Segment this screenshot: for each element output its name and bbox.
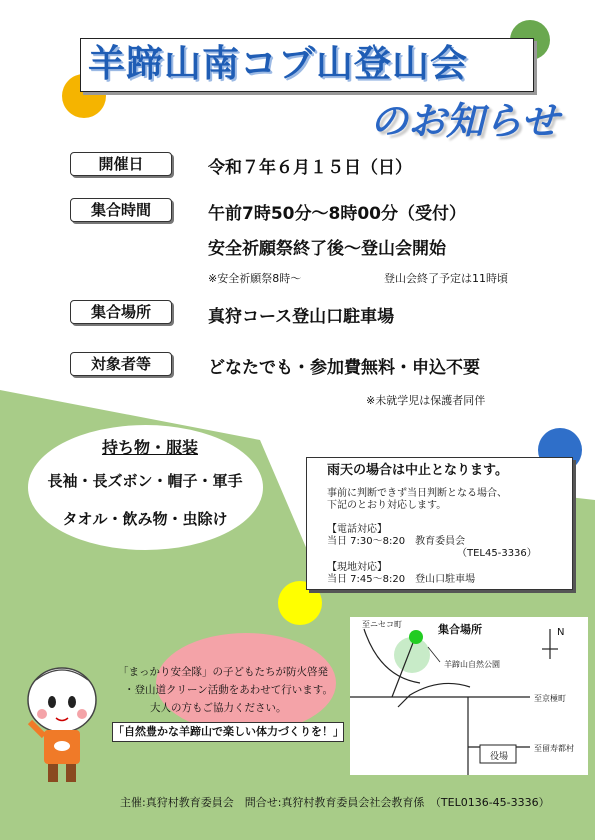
time-note-2: 登山会終了予定は11時頃 bbox=[384, 272, 508, 285]
page-title: 羊蹄山南コブ山登山会 bbox=[88, 42, 468, 85]
map-label-niseko: 至ニセコ町 bbox=[362, 620, 402, 629]
message-line-1: 「まっかり安全隊」の子どもたちが防火啓発 bbox=[118, 666, 328, 678]
items-heading: 持ち物・服装 bbox=[101, 438, 198, 457]
time-value: 午前7時50分～8時00分（受付） bbox=[208, 204, 466, 224]
message-line-3: 大人の方もご協力ください。 bbox=[150, 702, 287, 714]
map-park-label: 羊蹄山自然公園 bbox=[444, 660, 500, 669]
time-value-2: 安全祈願祭終了後～登山会開始 bbox=[208, 239, 446, 259]
target-value: どなたでも・参加費無料・申込不要 bbox=[208, 358, 480, 378]
rain-site-line: 当日 7:45～8:20 登山口駐車場 bbox=[327, 574, 476, 585]
footer: 主催:真狩村教育委員会 問合せ:真狩村教育委員会社会教育係 （TEL0136-45-3336） bbox=[120, 796, 550, 809]
message-line-2: ・登山道クリーン活動をあわせて行います。 bbox=[124, 684, 333, 696]
road-curve bbox=[398, 683, 470, 707]
map-label-rusutsu: 至留寿都村 bbox=[534, 744, 574, 753]
date-value: 令和７年６月１５日（日） bbox=[208, 158, 412, 178]
slogan: 「自然豊かな羊蹄山で楽しい体力づくりを！」 bbox=[112, 722, 344, 742]
items-line-1: 長袖・長ズボン・帽子・軍手 bbox=[47, 472, 243, 490]
rain-desc-1: 事前に判断できず当日判断となる場合、 bbox=[327, 488, 507, 499]
map-label-kyogoku: 至京極町 bbox=[534, 694, 566, 703]
map-north-label: N bbox=[557, 627, 565, 638]
rain-phone-heading: 【電話対応】 bbox=[327, 524, 387, 535]
mascot-icon bbox=[14, 660, 110, 790]
rain-info-box bbox=[306, 457, 573, 590]
place-value: 真狩コース登山口駐車場 bbox=[208, 307, 395, 327]
rain-phone-line: 当日 7:30～8:20 教育委員会 bbox=[327, 536, 466, 547]
time-label: 集合時間 bbox=[70, 198, 172, 222]
map-meeting-place: 集合場所 bbox=[438, 623, 482, 636]
meeting-point-marker bbox=[409, 630, 423, 644]
map-office-label: 役場 bbox=[490, 752, 509, 762]
date-label: 開催日 bbox=[70, 152, 172, 176]
place-label: 集合場所 bbox=[70, 300, 172, 324]
items-line-2: タオル・飲み物・虫除け bbox=[62, 510, 228, 528]
rain-heading: 雨天の場合は中止となります。 bbox=[327, 463, 508, 478]
time-note-1: ※安全祈願祭8時～ bbox=[208, 272, 302, 285]
page-subtitle: のお知らせ bbox=[370, 99, 559, 143]
access-map bbox=[350, 617, 588, 775]
rain-desc-2: 下記のとおり対応します。 bbox=[327, 500, 447, 511]
rain-site-heading: 【現地対応】 bbox=[327, 562, 387, 573]
target-label: 対象者等 bbox=[70, 352, 172, 376]
rain-phone-tel: （TEL45-3336） bbox=[457, 548, 537, 559]
target-note: ※未就学児は保護者同伴 bbox=[366, 394, 486, 407]
